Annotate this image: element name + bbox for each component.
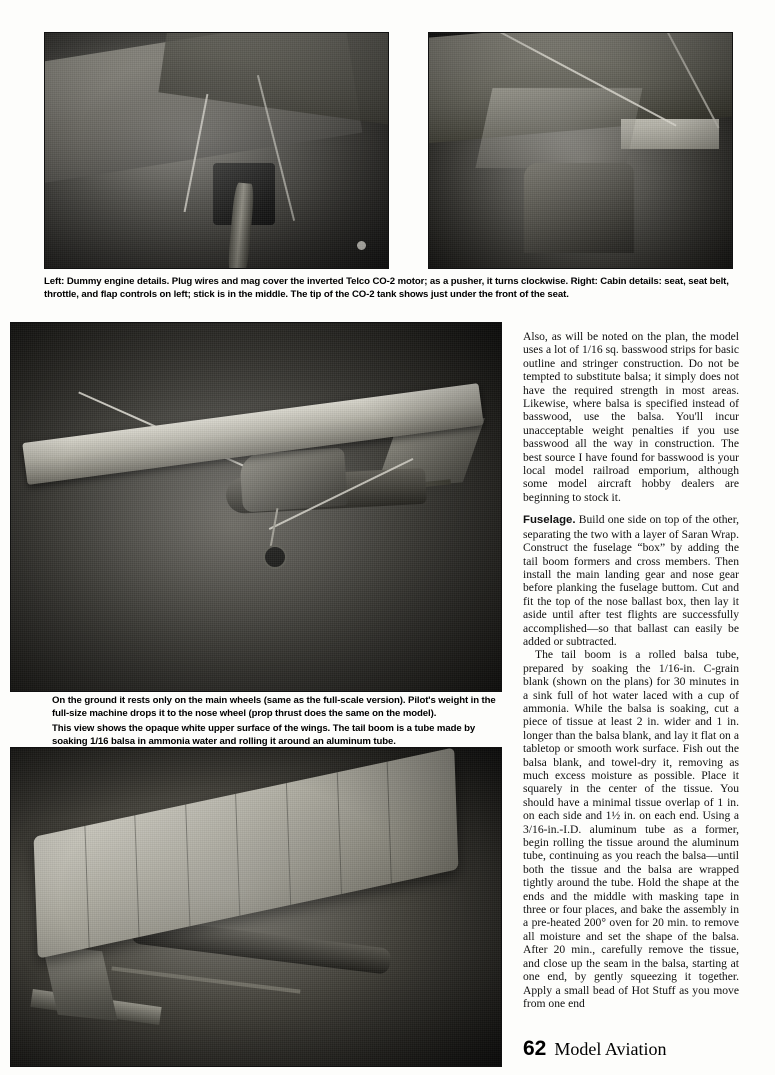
publication-name: Model Aviation xyxy=(554,1039,667,1059)
photo-wing-rib xyxy=(286,783,291,905)
fuselage-heading: Fuselage. xyxy=(523,514,576,527)
paragraph-fuselage xyxy=(523,513,739,648)
photo-wing-rib xyxy=(185,804,190,926)
photo-window xyxy=(475,88,642,168)
cabin-detail-photo xyxy=(428,32,733,269)
article-body-column xyxy=(523,330,739,1010)
caption-top-photos: Left: Dummy engine details. Plug wires and mag cover the inverted Telco CO-2 motor; as a pusher, it turns clockwise. Right: Cabin details: seat, seat belt, throttle, and flap controls on left; stick is in the middle. The tip of the CO-2 tank shows just under the front of the seat. xyxy=(44,276,729,300)
photo-wing-rib xyxy=(135,815,140,937)
upper-wing-surface-photo xyxy=(10,747,502,1067)
paragraph-fuselage-text: Build one side on top of the other, separating the two with a layer of Saran Wrap. Construct the fuselage “box” by adding the tail boom formers and cross members. Then install the main landing gear and nose gear before planking the fuselage buttom. Cut and fit the top of the nose ballast box, then lay it aside until after test flights are successfully accomplished—so that ballast can easily be added or subtracted. xyxy=(523,513,739,648)
caption-upper-wing-photo: This view shows the opaque white upper surface of the wings. The tail boom is a tube made by soaking 1/16 balsa in ammonia water and rolling it around an aluminum tube. xyxy=(52,723,476,747)
photo-seat xyxy=(524,163,634,253)
paragraph-basswood xyxy=(523,330,739,504)
photo-wing-rib xyxy=(84,826,89,948)
page-number: 62 xyxy=(523,1037,547,1060)
photo-wing-rib xyxy=(336,772,341,894)
photo-cabin-section xyxy=(239,447,348,512)
caption-ground-photo: On the ground it rests only on the main wheels (same as the full-scale version). Pilot's weight in the full-size machine drops it to the nose wheel (prop thrust does the same on the model). xyxy=(52,695,496,719)
page-footer xyxy=(523,1037,739,1061)
photo-wing-rib xyxy=(235,794,240,916)
paragraph-tailboom xyxy=(523,648,739,1010)
photo-tail-boom xyxy=(111,966,300,993)
photo-main-wing xyxy=(34,747,459,958)
photo-highlight-dot xyxy=(357,241,366,250)
photo-wheel xyxy=(263,545,287,569)
dummy-engine-photo xyxy=(44,32,389,269)
paragraph-tailboom-text: The tail boom is a rolled balsa tube, prepared by soaking the 1/16-in. C-grain blank (shown on the plans) for 30 minutes in a sink full of hot water laced with a cup of ammonia. While the balsa is soaking, cut a piece of tissue at least 2 in. wider and 1 in. longer than the balsa blank, and lay it flat on a tabletop or smooth work surface. Fish out the balsa blank, and towel-dry it, removing as much excess moisture as possible. Place it squarely in the center of the tissue. You should have a minimal tissue overlap of 1 in. on each side and 1½ in. on each end. Using a 3/16-in.-I.D. aluminum tube as a former, begin rolling the tissue around the aluminum tube, continuing as you reach the balsa—until both the tissue and the balsa are wrapped tightly around the tube. Hold the shape at the ends and the middle with masking tape in three or four places, and bake the assembly in a pre-heated 200° oven for 20 min. to remove all moisture and set the shape of the balsa. After 20 min., carefully remove the tissue, and close up the seam in the balsa, starting at one end, by gently squeezing it together. Apply a small bead of Hot Stuff as you move from one end xyxy=(523,648,739,1010)
ground-stance-photo xyxy=(10,322,502,692)
paragraph-basswood-text: Also, as will be noted on the plan, the model uses a lot of 1/16 sq. basswood strips for basic outline and stringer construction. Do not be tempted to substitute balsa; it simply does not have the required strength in most areas. Likewise, where balsa is specified instead of basswood, use the balsa. You'll incur unacceptable weight penalties if you use basswood all the way in construction. The best source I have found for basswood is your local model railroad emporium, although some model aircraft hobby dealers are beginning to stock it. xyxy=(523,330,739,504)
photo-wing-rib xyxy=(387,762,392,884)
